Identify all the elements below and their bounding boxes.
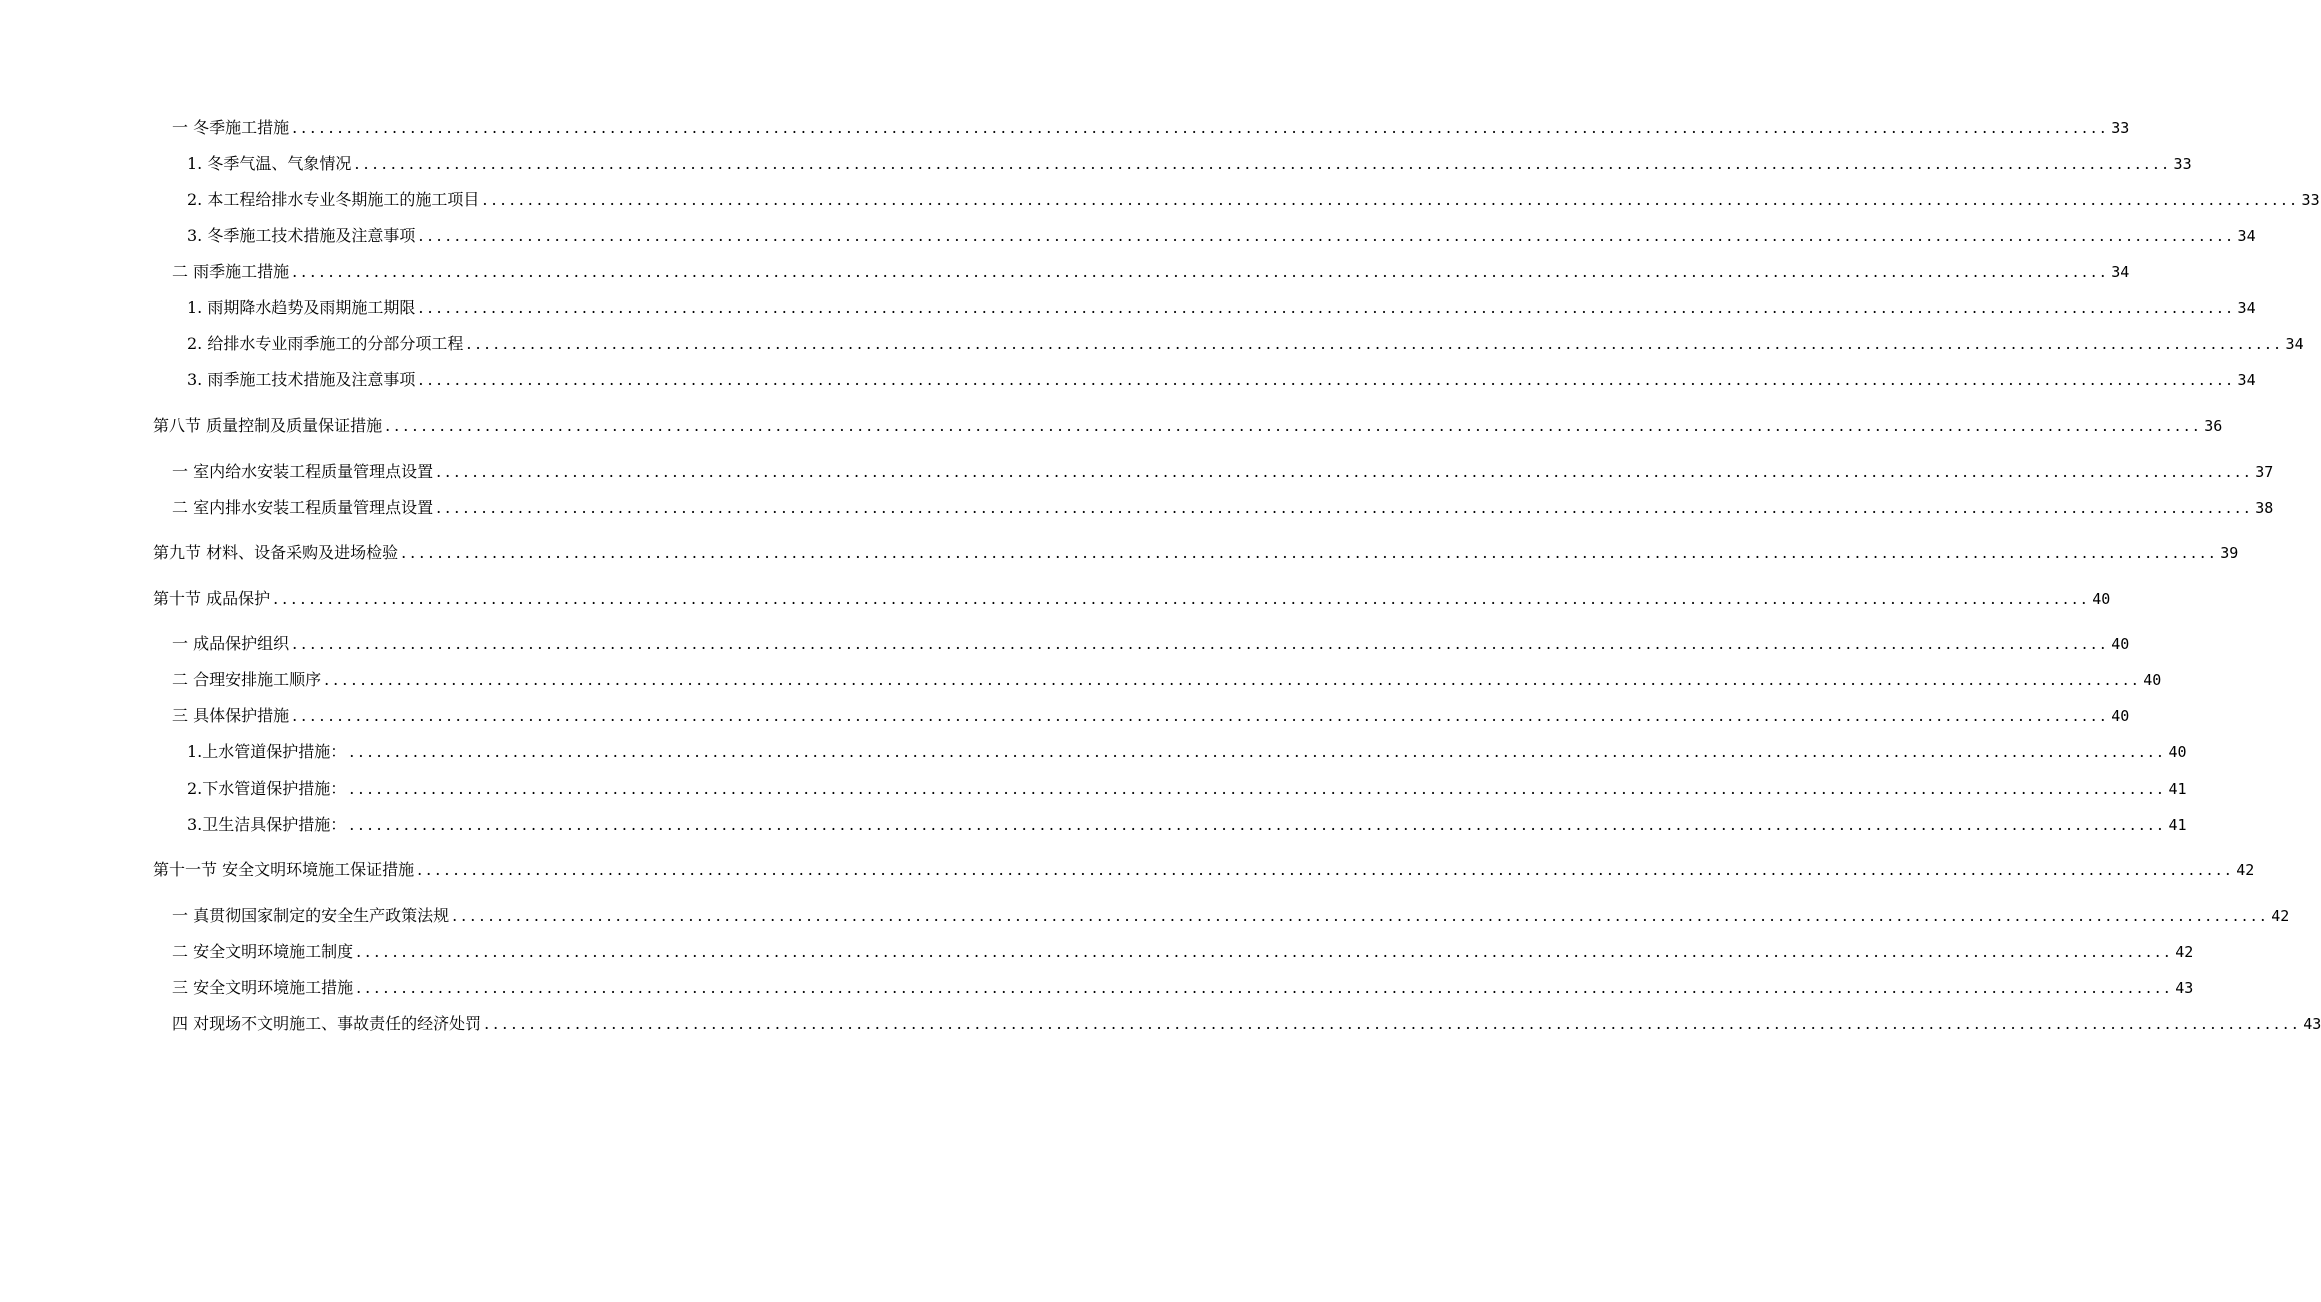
toc-entry-title: 二 室内排水安装工程质量管理点设置 [172,498,434,517]
dot-leader: ........................................................................................................................................................................................................ [324,670,2142,689]
dot-leader: ........................................................................................................................................................................................................ [349,815,2167,834]
toc-entry-title: 3. 冬季施工技术措施及注意事项 [187,226,416,245]
toc-entry[interactable] [0,541,2239,565]
dot-leader: ........................................................................................................................................................................................................ [292,118,2110,137]
toc-entry[interactable] [0,858,2255,882]
dot-leader: ........................................................................................................................................................................................................ [273,589,2091,608]
dot-leader: ........................................................................................................................................................................................................ [417,860,2235,879]
toc-entry[interactable] [0,1012,2321,1036]
dot-leader: ........................................................................................................................................................................................................ [349,779,2167,798]
toc-page-number: 33 [2111,119,2130,137]
dot-leader: ........................................................................................................................................................................................................ [452,906,2270,925]
toc-entry[interactable] [0,296,2256,320]
dot-leader: ........................................................................................................................................................................................................ [356,978,2174,997]
toc-page-number: 40 [2111,635,2130,653]
toc-entry-title: 第九节 材料、设备采购及进场检验 [153,543,399,562]
toc-page-number: 41 [2168,780,2187,798]
dot-leader: ........................................................................................................................................................................................................ [292,634,2110,653]
toc-entry-title: 一 室内给水安装工程质量管理点设置 [172,462,434,481]
toc-entry-title: 1. 冬季气温、气象情况 [187,154,352,173]
dot-leader: ........................................................................................................................................................................................................ [482,190,2300,209]
toc-entry-title: 2. 本工程给排水专业冬期施工的施工项目 [187,190,480,209]
toc-page-number: 43 [2303,1015,2321,1033]
toc-entry[interactable] [0,813,2187,837]
toc-entry-title: 1.上水管道保护措施： [187,742,347,761]
toc-entry-title: 3.卫生洁具保护措施： [187,815,347,834]
toc-entry-title: 二 合理安排施工顺序 [172,670,322,689]
toc-page-number: 33 [2301,191,2320,209]
toc-page-number: 42 [2271,907,2290,925]
toc-entry[interactable] [0,414,2223,438]
toc-page-number: 34 [2237,227,2256,245]
toc-page-number: 42 [2236,861,2255,879]
toc-entry-title: 2. 给排水专业雨季施工的分部分项工程 [187,334,464,353]
toc-entry-title: 3. 雨季施工技术措施及注意事项 [187,370,416,389]
dot-leader: ........................................................................................................................................................................................................ [401,543,2219,562]
toc-entry[interactable] [0,587,2111,611]
toc-page-number: 40 [2143,671,2162,689]
dot-leader: ........................................................................................................................................................................................................ [484,1014,2302,1033]
toc-page-number: 34 [2111,263,2130,281]
toc-page-number: 40 [2111,707,2130,725]
toc-page-number: 43 [2175,979,2194,997]
toc-entry-title: 三 安全文明环境施工措施 [172,978,354,997]
toc-entry-title: 一 冬季施工措施 [172,118,290,137]
dot-leader: ........................................................................................................................................................................................................ [356,942,2174,961]
dot-leader: ........................................................................................................................................................................................................ [385,416,2203,435]
toc-entry-title: 四 对现场不文明施工、事故责任的经济处罚 [172,1014,482,1033]
toc-entry[interactable] [0,152,2192,176]
toc-entry-title: 一 真贯彻国家制定的安全生产政策法规 [172,906,450,925]
toc-page-number: 42 [2175,943,2194,961]
toc-page-number: 34 [2237,299,2256,317]
toc-entry-title: 1. 雨期降水趋势及雨期施工期限 [187,298,416,317]
toc-entry[interactable] [0,777,2187,801]
dot-leader: ........................................................................................................................................................................................................ [466,334,2284,353]
toc-entry-title: 第十一节 安全文明环境施工保证措施 [153,860,415,879]
toc-page-number: 39 [2220,544,2239,562]
toc-page-number: 34 [2237,371,2256,389]
dot-leader: ........................................................................................................................................................................................................ [418,370,2236,389]
toc-entry[interactable] [0,740,2187,764]
toc-entry-title: 第八节 质量控制及质量保证措施 [153,416,383,435]
toc-entry-title: 一 成品保护组织 [172,634,290,653]
dot-leader: ........................................................................................................................................................................................................ [436,498,2254,517]
toc-entry[interactable] [0,188,2320,212]
toc-entry[interactable] [0,368,2256,392]
dot-leader: ........................................................................................................................................................................................................ [436,462,2254,481]
toc-entry[interactable] [0,904,2290,928]
toc-entry[interactable] [0,260,2130,284]
toc-page-number: 36 [2204,417,2223,435]
toc-entry-title: 二 安全文明环境施工制度 [172,942,354,961]
dot-leader: ........................................................................................................................................................................................................ [418,226,2236,245]
dot-leader: ........................................................................................................................................................................................................ [292,706,2110,725]
toc-entry-title: 二 雨季施工措施 [172,262,290,281]
toc-entry-title: 第十节 成品保护 [153,589,271,608]
toc-entry[interactable] [0,332,2304,356]
toc-entry[interactable] [0,632,2130,656]
toc-page-number: 38 [2255,499,2274,517]
toc-entry-title: 三 具体保护措施 [172,706,290,725]
toc-page-number: 41 [2168,816,2187,834]
toc-entry[interactable] [0,116,2130,140]
toc-entry[interactable] [0,460,2274,484]
toc-page-number: 34 [2285,335,2304,353]
toc-page-number: 33 [2173,155,2192,173]
toc-entry[interactable] [0,976,2194,1000]
toc-entry[interactable] [0,496,2274,520]
toc-page-number: 40 [2092,590,2111,608]
toc-entry[interactable] [0,940,2194,964]
toc-page-number: 40 [2168,743,2187,761]
toc-entry[interactable] [0,668,2162,692]
toc-entry[interactable] [0,224,2256,248]
dot-leader: ........................................................................................................................................................................................................ [349,742,2167,761]
toc-entry[interactable] [0,704,2130,728]
toc-entry-title: 2.下水管道保护措施： [187,779,347,798]
dot-leader: ........................................................................................................................................................................................................ [354,154,2172,173]
dot-leader: ........................................................................................................................................................................................................ [292,262,2110,281]
dot-leader: ........................................................................................................................................................................................................ [418,298,2236,317]
toc-page-number: 37 [2255,463,2274,481]
